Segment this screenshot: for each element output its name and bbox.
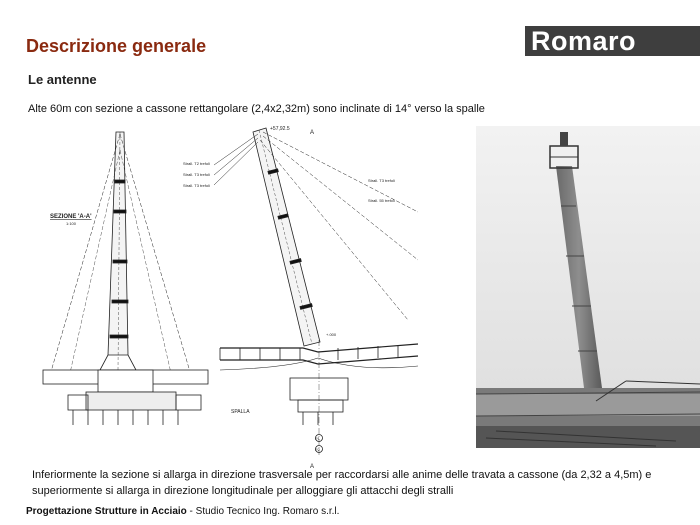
level-label: +.000 bbox=[326, 332, 337, 337]
romaro-logo: Romaro bbox=[525, 26, 700, 56]
pile-label-2: P2 bbox=[315, 447, 320, 452]
description-top: Alte 60m con sezione a cassone rettangolare (2,4x2,32m) sono inclinate di 14° verso la spalle bbox=[28, 103, 485, 115]
slide-title: Descrizione generale bbox=[26, 36, 207, 56]
pile-label-1: P1 bbox=[315, 436, 320, 441]
section-mark-bottom: A bbox=[310, 464, 315, 470]
antenna-technical-drawing bbox=[28, 120, 430, 470]
strallo-right-label-2: Strall. 55 trefoli bbox=[368, 198, 395, 203]
footer bbox=[26, 506, 339, 517]
slide-subtitle: Le antenne bbox=[28, 72, 97, 87]
elevation-label: +57,92.5 bbox=[270, 126, 290, 132]
description-bottom: Inferiormente la sezione si allarga in direzione trasversale per raccordarsi alle anime delle travata a cassone (da 2,32 a 4,5m) e superiormente si allarga in direzione longitudinale per alloggiare gli attacchi degli stralli bbox=[32, 469, 652, 497]
antenna-photo bbox=[476, 126, 700, 448]
footer-rest: - Studio Tecnico Ing. Romaro s.r.l. bbox=[186, 506, 340, 517]
strallo-label-1: Strall. T2 trefoli bbox=[183, 161, 210, 166]
strallo-label-2: Strall. T3 trefoli bbox=[183, 172, 210, 177]
scale-label: 1:100 bbox=[66, 221, 77, 226]
footer-bold: Progettazione Strutture in Acciaio bbox=[26, 506, 187, 517]
spalla-label: SPALLA bbox=[231, 409, 250, 415]
section-mark-top: A bbox=[310, 130, 315, 136]
strallo-label-3: Strall. T3 trefoli bbox=[183, 183, 210, 188]
section-label: SEZIONE 'A-A' bbox=[50, 214, 92, 220]
strallo-right-label-1: Strall. T3 trefoli bbox=[368, 178, 395, 183]
